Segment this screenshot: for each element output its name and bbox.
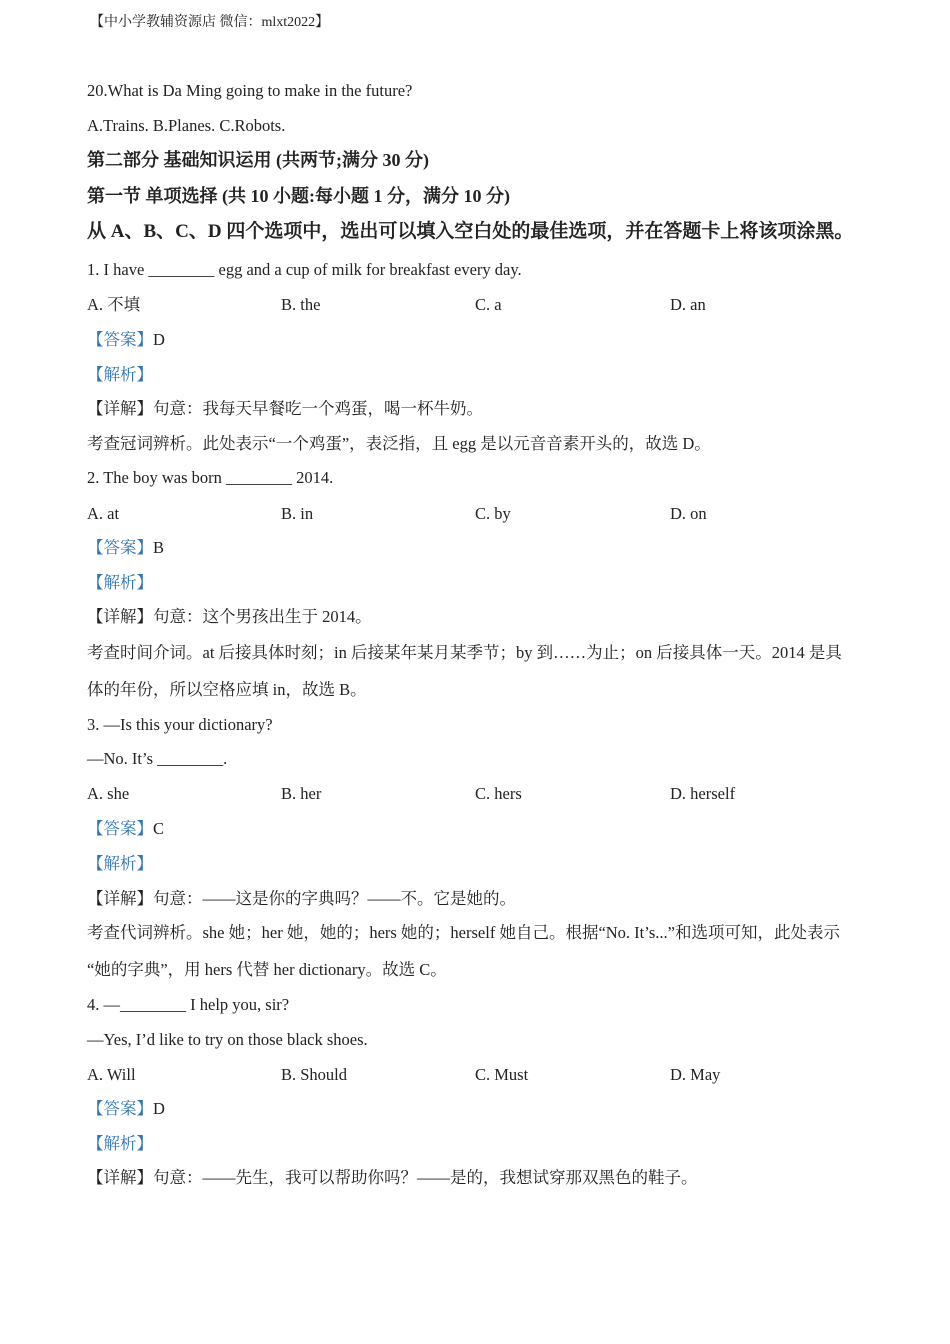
answer-label: 【答案】: [87, 819, 153, 838]
q4-detail: 【详解】句意：——先生，我可以帮助你吗？——是的，我想试穿那双黑色的鞋子。: [87, 1168, 698, 1187]
q4-option-c: C. Must: [475, 1065, 529, 1084]
q4-option-b: B. Should: [281, 1065, 348, 1084]
q1-analysis-label: 【解析】: [87, 365, 153, 384]
q1-stem: 1. I have ________ egg and a cup of milk for breakfast every day.: [87, 260, 522, 279]
q2-stem: 2. The boy was born ________ 2014.: [87, 468, 334, 487]
q3-detail: 【详解】句意：——这是你的字典吗？——不。它是她的。: [87, 889, 516, 908]
answer-value: D: [153, 330, 165, 349]
q1-option-d: D. an: [670, 295, 706, 314]
q2-option-d: D. on: [670, 504, 707, 523]
part2-title: 第二部分 基础知识运用 (共两节;满分 30 分): [87, 150, 429, 170]
q1-detail: 【详解】句意：我每天早餐吃一个鸡蛋，喝一杯牛奶。: [87, 399, 483, 418]
q4-option-a: A. Will: [87, 1065, 136, 1084]
q3-explain-1: 考查代词辨析。she 她；her 她，她的；hers 她的；herself 她自己。根据“No. It’s...”和选项可知，此处表示: [87, 923, 840, 942]
q1-option-b: B. the: [281, 295, 321, 314]
q2-option-b: B. in: [281, 504, 314, 523]
q4-stem: 4. —________ I help you, sir?: [87, 995, 290, 1014]
q2-analysis-label: 【解析】: [87, 573, 153, 592]
q1-option-a: A. 不填: [87, 295, 141, 314]
q20-options: A.Trains. B.Planes. C.Robots.: [87, 116, 286, 135]
q2-detail: 【详解】句意：这个男孩出生于 2014。: [87, 607, 372, 626]
q3-option-b: B. her: [281, 784, 322, 803]
q2-option-a: A. at: [87, 504, 120, 523]
q3-analysis-label: 【解析】: [87, 854, 153, 873]
answer-label: 【答案】: [87, 330, 153, 349]
q3-stem: 3. —Is this your dictionary?: [87, 715, 273, 734]
q3-stem-2: —No. It’s ________.: [87, 749, 228, 768]
q4-analysis-label: 【解析】: [87, 1134, 153, 1153]
q2-option-c: C. by: [475, 504, 511, 523]
answer-label: 【答案】: [87, 538, 153, 557]
q3-explain-2: “她的字典”，用 hers 代替 her dictionary。故选 C。: [87, 960, 447, 979]
q3-answer: [87, 818, 164, 840]
q1-option-c: C. a: [475, 295, 502, 314]
q2-explain-2: 体的年份，所以空格应填 in，故选 B。: [87, 680, 367, 699]
section1-title: 第一节 单项选择 (共 10 小题:每小题 1 分，满分 10 分): [87, 186, 510, 206]
q2-explain-1: 考查时间介词。at 后接具体时刻；in 后接某年某月某季节；by 到……为止；on 后接具体一天。2014 是具: [87, 643, 842, 662]
q1-explain: 考查冠词辨析。此处表示“一个鸡蛋”，表泛指，且 egg 是以元音音素开头的，故选 D。: [87, 434, 711, 453]
q3-option-c: C. hers: [475, 784, 522, 803]
answer-value: D: [153, 1099, 165, 1118]
q4-stem-2: —Yes, I’d like to try on those black shoes.: [87, 1030, 368, 1049]
q3-option-d: D. herself: [670, 784, 736, 803]
q20-question: 20.What is Da Ming going to make in the future?: [87, 81, 413, 100]
q4-option-d: D. May: [670, 1065, 721, 1084]
q2-answer: [87, 537, 164, 559]
instruction: 从 A、B、C、D 四个选项中，选出可以填入空白处的最佳选项，并在答题卡上将该项涂黑。: [87, 221, 854, 242]
q1-answer: [87, 329, 165, 351]
answer-value: C: [153, 819, 165, 838]
q4-answer: [87, 1098, 165, 1120]
header-source: 【中小学教辅资源店 微信：mlxt2022】: [90, 15, 330, 30]
answer-value: B: [153, 538, 165, 557]
answer-label: 【答案】: [87, 1099, 153, 1118]
q3-option-a: A. she: [87, 784, 130, 803]
